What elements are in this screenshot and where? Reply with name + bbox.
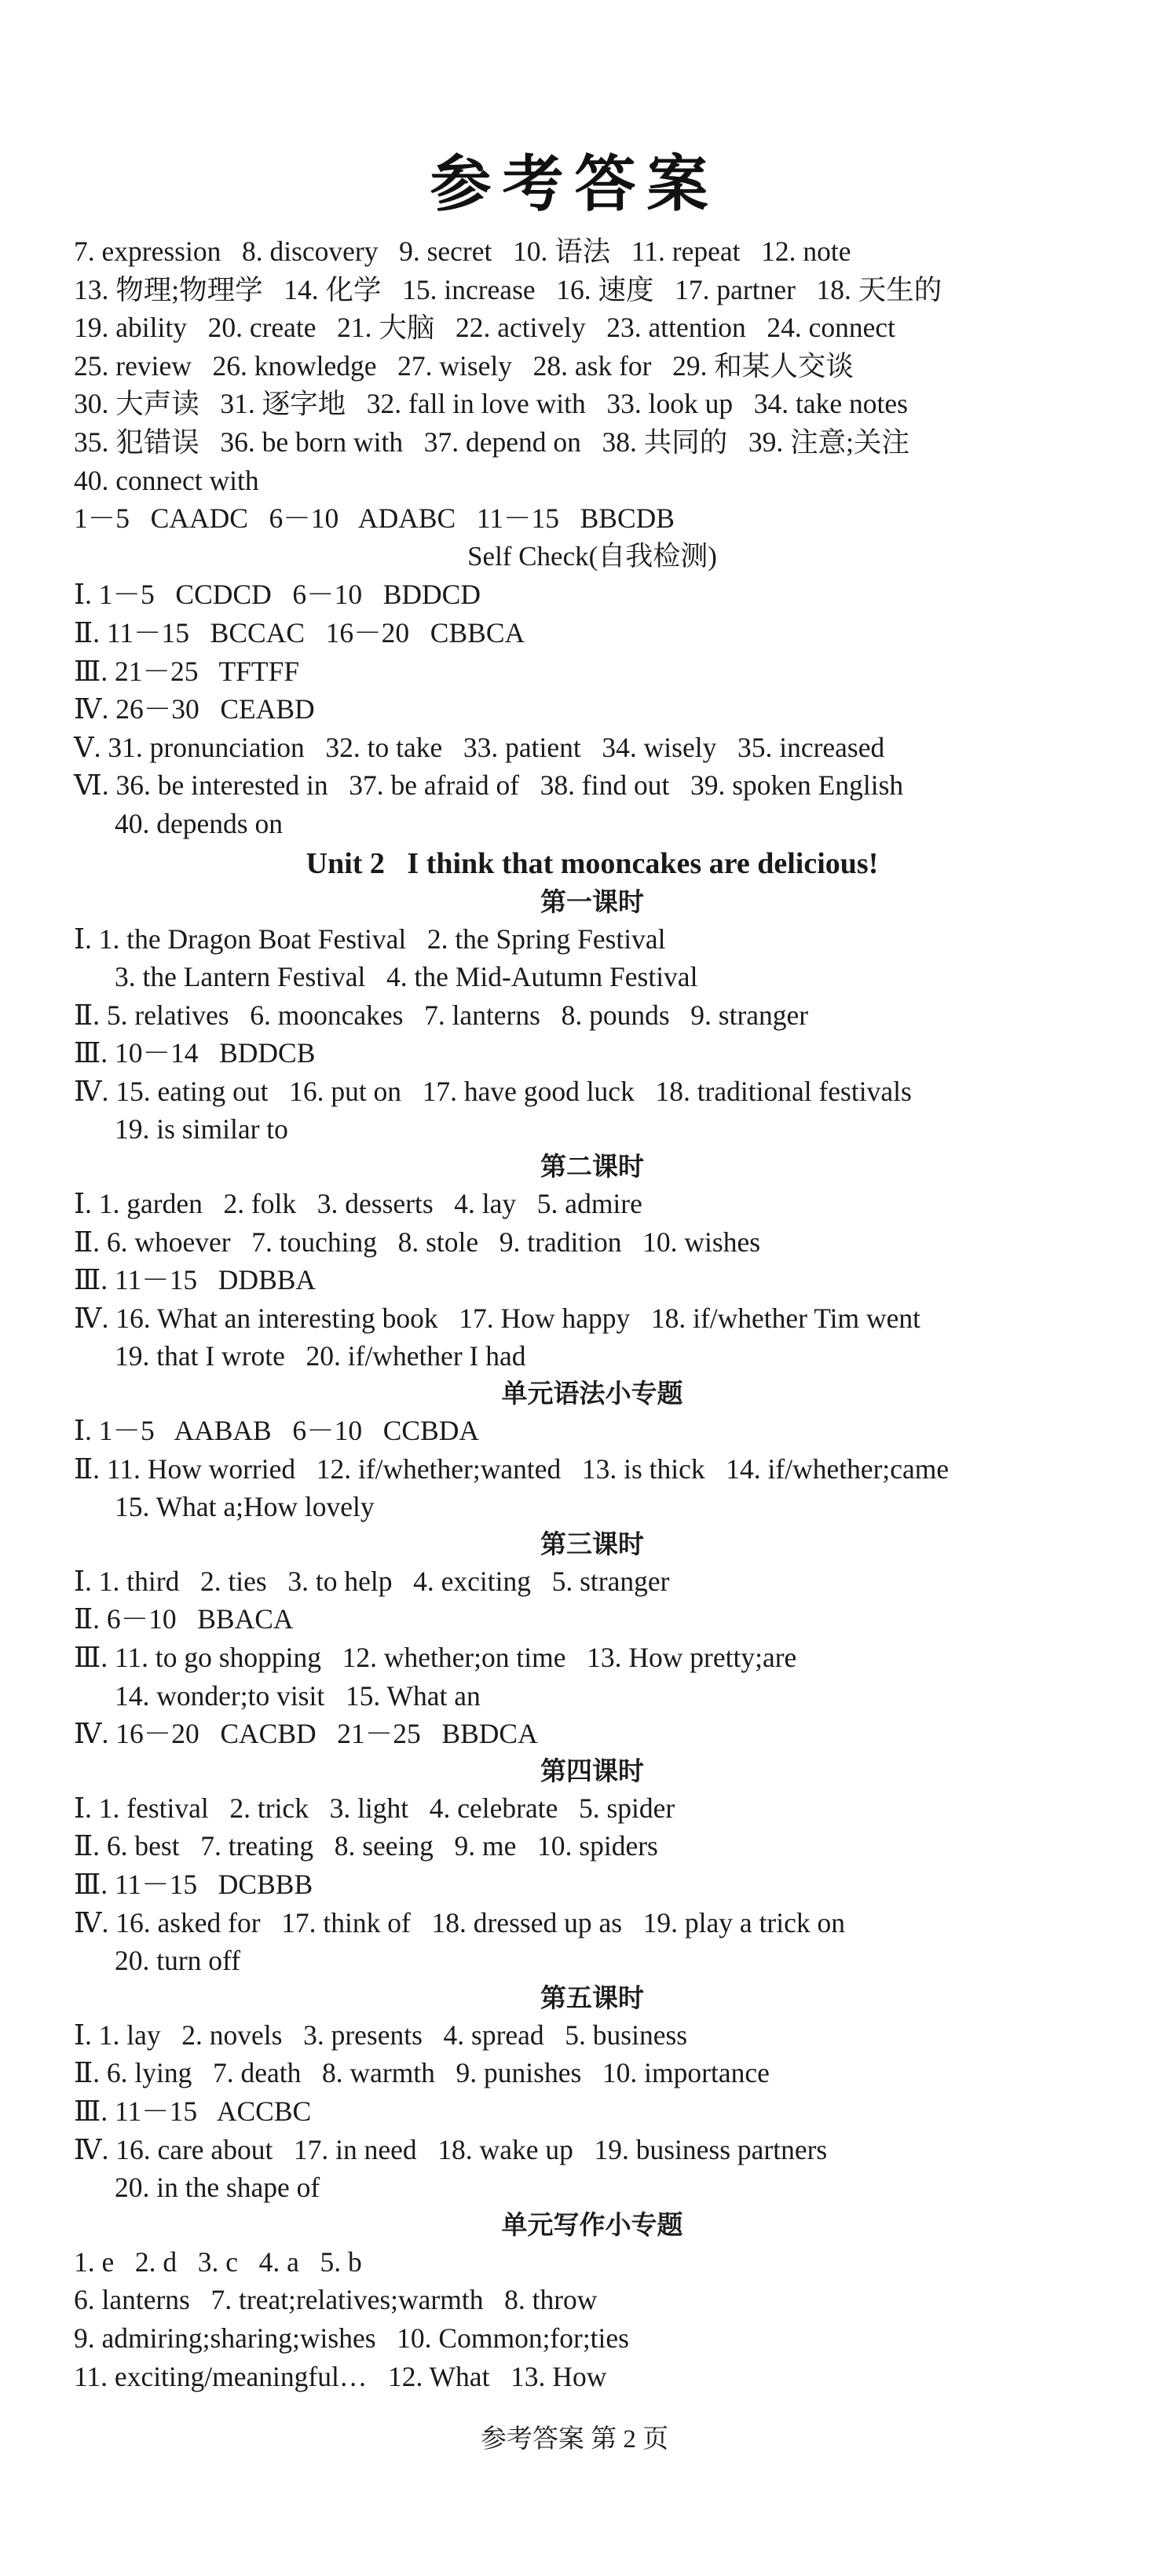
answer-line: Ⅳ. 16－20 CACBD 21－25 BBDCA <box>74 1718 538 1750</box>
answer-line: Ⅳ. 16. What an interesting book 17. How happy 18. if/whether Tim went <box>74 1302 921 1334</box>
answer-line: Ⅳ. 16. asked for 17. think of 18. dressed up as 19. play a trick on <box>74 1906 845 1938</box>
answer-line: 15. What a;How lovely <box>115 1491 375 1523</box>
answer-line: Ⅵ. 36. be interested in 37. be afraid of 38. find out 39. spoken English <box>74 769 904 802</box>
answer-line: Ⅳ. 26－30 CEABD <box>74 693 315 725</box>
answer-line: 40. depends on <box>115 807 283 839</box>
answer-line: Ⅱ. 6. lying 7. death 8. warmth 9. punishes 10. importance <box>74 2057 770 2089</box>
section-heading: 单元语法小专题 <box>501 1378 683 1409</box>
answer-line: 30. 大声读 31. 逐字地 32. fall in love with 33. look up 34. take notes <box>74 388 908 420</box>
section-heading: 第一课时 <box>540 886 644 917</box>
answer-line: Ⅰ. 1. festival 2. trick 3. light 4. celebrate 5. spider <box>74 1792 675 1824</box>
answer-line: 14. wonder;to visit 15. What an <box>115 1679 481 1712</box>
section-heading: 第五课时 <box>540 1982 644 2013</box>
section-heading: 第二课时 <box>540 1151 644 1182</box>
answer-line: Ⅴ. 31. pronunciation 32. to take 33. patient 34. wisely 35. increased <box>74 731 885 763</box>
answer-line: Ⅳ. 15. eating out 16. put on 17. have good luck 18. traditional festivals <box>74 1075 912 1107</box>
answer-line: Ⅱ. 6. best 7. treating 8. seeing 9. me 10. spiders <box>74 1830 658 1862</box>
unit-heading: Unit 2 I think that mooncakes are delicious! <box>306 846 879 880</box>
answer-line: Ⅰ. 1. the Dragon Boat Festival 2. the Spring Festival <box>74 923 666 955</box>
answer-line: Ⅲ. 11－15 ACCBC <box>74 2095 312 2127</box>
answer-line: 19. ability 20. create 21. 大脑 22. actively 23. attention 24. connect <box>74 312 896 344</box>
answer-line: Ⅰ. 1. third 2. ties 3. to help 4. exciting 5. stranger <box>74 1565 670 1597</box>
answer-line: Ⅱ. 11. How worried 12. if/whether;wanted 13. is thick 14. if/whether;came <box>74 1452 950 1485</box>
answer-line: Ⅲ. 11. to go shopping 12. whether;on time 13. How pretty;are <box>74 1642 797 1673</box>
answer-line: 19. that I wrote 20. if/whether I had <box>115 1340 526 1372</box>
answer-line: Ⅲ. 10－14 BDDCB <box>74 1037 316 1069</box>
section-heading: 单元写作小专题 <box>501 2209 683 2240</box>
answer-line: 7. expression 8. discovery 9. secret 10. 语法 11. repeat 12. note <box>74 236 851 267</box>
section-heading: 第三课时 <box>540 1528 644 1559</box>
section-heading: Self Check(自我检测) <box>467 540 717 572</box>
answer-line: 3. the Lantern Festival 4. the Mid-Autumn Festival <box>115 961 698 993</box>
answer-line: Ⅰ. 1－5 CCDCD 6－10 BDDCD <box>74 579 481 611</box>
answer-line: Ⅱ. 11－15 BCCAC 16－20 CBBCA <box>74 616 525 649</box>
answer-line: 19. is similar to <box>115 1113 288 1145</box>
answer-line: 25. review 26. knowledge 27. wisely 28. ask for 29. 和某人交谈 <box>74 349 854 382</box>
answer-line: 20. in the shape of <box>115 2172 320 2204</box>
page-title: 参考答案 <box>430 149 719 220</box>
page-footer: 参考答案 第 2 页 <box>480 2425 669 2454</box>
answer-line: 35. 犯错误 36. be born with 37. depend on 38. 共同的 39. 注意;关注 <box>74 426 909 458</box>
answer-line: Ⅰ. 1. lay 2. novels 3. presents 4. spread 5. business <box>74 2019 688 2051</box>
answer-line: Ⅲ. 11－15 DDBBA <box>74 1264 317 1296</box>
answer-line: 11. exciting/meaningful… 12. What 13. How <box>74 2360 607 2392</box>
answer-line: Ⅳ. 16. care about 17. in need 18. wake up 19. business partners <box>74 2133 828 2165</box>
answer-line: Ⅲ. 21－25 TFTFF <box>74 655 300 687</box>
answer-line: 13. 物理;物理学 14. 化学 15. increase 16. 速度 17. partner 18. 天生的 <box>74 273 942 305</box>
answer-line: Ⅱ. 5. relatives 6. mooncakes 7. lanterns 8. pounds 9. stranger <box>74 999 809 1031</box>
answer-line: 40. connect with <box>74 464 259 496</box>
answer-line: 20. turn off <box>115 1945 241 1977</box>
answer-line: 6. lanterns 7. treat;relatives;warmth 8. throw <box>74 2284 598 2316</box>
answer-line: Ⅱ. 6－10 BBACA <box>74 1603 294 1635</box>
answer-line: Ⅲ. 11－15 DCBBB <box>74 1868 313 1900</box>
answer-line: Ⅰ. 1. garden 2. folk 3. desserts 4. lay 5. admire <box>74 1188 642 1220</box>
section-heading: 第四课时 <box>540 1755 644 1786</box>
answer-line: Ⅱ. 6. whoever 7. touching 8. stole 9. tradition 10. wishes <box>74 1226 761 1258</box>
answer-line: 9. admiring;sharing;wishes 10. Common;for;ties <box>74 2322 629 2354</box>
answer-line: Ⅰ. 1－5 AABAB 6－10 CCBDA <box>74 1415 480 1447</box>
answer-line: 1. e 2. d 3. c 4. a 5. b <box>74 2245 362 2278</box>
answer-line: 1－5 CAADC 6－10 ADABC 11－15 BBCDB <box>74 502 675 535</box>
answer-content <box>74 232 1111 2395</box>
